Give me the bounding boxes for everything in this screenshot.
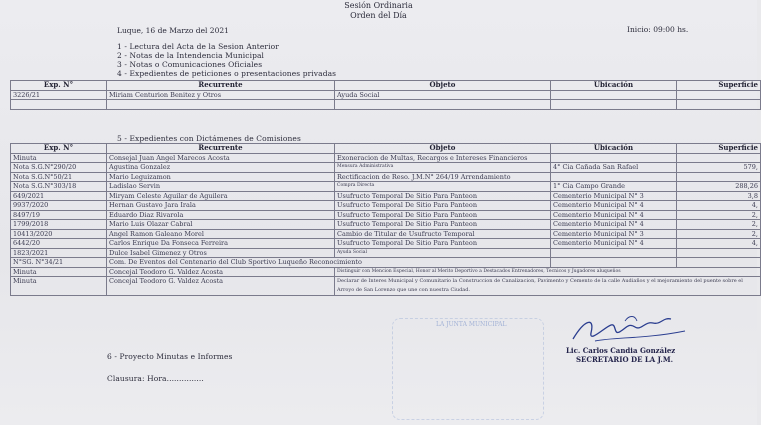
cell-ubicacion: 4° Cia Cañada San Rafael	[551, 163, 677, 173]
cell-objeto: Compra Directa	[335, 182, 551, 192]
table-row	[11, 239, 761, 249]
col-objeto: Objeto	[335, 144, 551, 154]
table-row	[11, 201, 761, 211]
cell-ubicacion: Cementerio Municipal N° 4	[551, 220, 677, 230]
cell-recurrente: Miryam Celeste Aguilar de Aguilera	[107, 191, 335, 201]
closing-time: Clausura: Hora...............	[107, 374, 204, 383]
start-time: Inicio: 09:00 hs.	[627, 25, 689, 34]
col-recurrente: Recurrente	[107, 144, 335, 154]
cell-objeto: Rectificacion de Reso. J.M.N° 264/19 Arrendamiento	[335, 172, 551, 182]
cell-superficie: 2,	[677, 229, 761, 239]
cell-recurrente: Consejal Juan Angel Marecos Acosta	[107, 153, 335, 163]
private-petitions-table	[10, 80, 761, 110]
cell-ubicacion	[551, 90, 677, 100]
cell-ubicacion: Cementerio Municipal N° 4	[551, 239, 677, 249]
cell-superficie	[677, 248, 761, 258]
cell-exp: 9937/2020	[11, 201, 107, 211]
cell-objeto: Ayuda Social	[335, 90, 551, 100]
cell-exp: 10413/2020	[11, 229, 107, 239]
col-ubicacion: Ubicación	[551, 144, 677, 154]
table-row	[11, 163, 761, 173]
table-row	[11, 172, 761, 182]
cell-recurrente: Angel Ramon Galeano Morel	[107, 229, 335, 239]
cell-ubicacion	[551, 153, 677, 163]
cell-objeto: Mensura Administrativa	[335, 163, 551, 173]
cell-exp: 1799/2018	[11, 220, 107, 230]
table-row	[11, 229, 761, 239]
cell-ubicacion: Cementerio Municipal N° 3	[551, 191, 677, 201]
date-line: Luque, 16 de Marzo del 2021	[117, 26, 229, 35]
handwritten-signature	[565, 313, 695, 349]
table-header-row	[11, 144, 761, 154]
stamp-text: LA JUNTA MUNICIPAL	[436, 321, 507, 328]
cell-exp: 6442/20	[11, 239, 107, 249]
cell-exp: Nota S.G.N°290/20	[11, 163, 107, 173]
col-exp: Exp. N°	[11, 144, 107, 154]
cell-recurrente: Carlos Enrique Da Fonseca Ferreira	[107, 239, 335, 249]
cell-exp: Nota S.G.N°50/21	[11, 172, 107, 182]
cell-exp: N°SG. N°34/21	[11, 258, 107, 268]
cell-superficie: 3,8	[677, 191, 761, 201]
agenda-item-6: 6 - Proyecto Minutas e Informes	[107, 352, 233, 361]
cell-recurrente: Mario Luis Olazar Cabral	[107, 220, 335, 230]
cell-recurrente: Hernan Gustavo Jara Irala	[107, 201, 335, 211]
cell-objeto: Usufructo Temporal De Sitio Para Panteon	[335, 201, 551, 211]
cell-exp: Minuta	[11, 277, 107, 296]
cell-exp: 8497/19	[11, 210, 107, 220]
cell-span-description: Com. De Eventos del Centenario del Club Sportivo Luqueño Reconocimiento	[107, 258, 551, 268]
agenda-title: Orden del Día	[350, 11, 407, 20]
cell-ubicacion: Cementerio Municipal N° 4	[551, 210, 677, 220]
cell-superficie	[677, 153, 761, 163]
cell-superficie: 4,	[677, 201, 761, 211]
cell-exp: 3226/21	[11, 90, 107, 100]
col-superficie: Superficie	[677, 144, 761, 154]
col-objeto: Objeto	[335, 81, 551, 91]
cell-exp: Minuta	[11, 267, 107, 277]
cell-superficie	[677, 90, 761, 100]
table-row	[11, 153, 761, 163]
signer-title: SECRETARIO DE LA J.M.	[576, 355, 674, 364]
cell-exp: 1823/2021	[11, 248, 107, 258]
cell-objeto: Usufructo Temporal De Sitio Para Panteon	[335, 210, 551, 220]
cell-objeto: Usufructo Temporal De Sitio Para Panteon	[335, 220, 551, 230]
table-row-minuta	[11, 277, 761, 296]
cell-superficie	[677, 172, 761, 182]
cell-exp: Minuta	[11, 153, 107, 163]
cell-recurrente: Concejal Teodoro G. Valdez Acosta	[107, 267, 335, 277]
cell-superficie: 4,	[677, 239, 761, 249]
cell-superficie: 288,26	[677, 182, 761, 192]
cell-objeto: Distinguir con Mencion Especial, Honor al Merito Deportivo a Destacados Entrenadores, Tecnicos y Jugadores aluqueños	[335, 267, 761, 277]
table-row-empty	[11, 100, 761, 110]
cell-objeto: Ayuda Social	[335, 248, 551, 258]
cell-superficie: 579,	[677, 163, 761, 173]
cell-ubicacion	[551, 248, 677, 258]
table-row-span	[11, 258, 761, 268]
commission-rulings-table	[10, 143, 761, 296]
cell-recurrente: Ladislao Servin	[107, 182, 335, 192]
cell-exp: 649/2021	[11, 191, 107, 201]
cell-ubicacion: 1° Cia Campo Grande	[551, 182, 677, 192]
cell-recurrente: Mario Leguizamon	[107, 172, 335, 182]
cell-objeto: Declarar de Interes Municipal y Comunitario la Construccion de Canalizacion, Pavimento y Cemento de la calle Audiaños y el mejoramiento del puente sobre el Arroyo de San Lorenzo que une con nuestra Ciudad.	[335, 277, 761, 296]
table-row	[11, 248, 761, 258]
cell-objeto: Usufructo Temporal De Sitio Para Panteon	[335, 191, 551, 201]
cell-superficie: 2,	[677, 210, 761, 220]
col-recurrente: Recurrente	[107, 81, 335, 91]
agenda-item-3: 3 - Notas o Comunicaciones Oficiales	[117, 60, 263, 69]
table-row	[11, 220, 761, 230]
agenda-item-1: 1 - Lectura del Acta de la Sesion Anterior	[117, 42, 279, 51]
col-superficie: Superficie	[677, 81, 761, 91]
cell-recurrente: Concejal Teodoro G. Valdez Acosta	[107, 277, 335, 296]
table-row	[11, 191, 761, 201]
agenda-item-2: 2 - Notas de la Intendencia Municipal	[117, 51, 265, 60]
agenda-item-5: 5 - Expedientes con Dictámenes de Comisiones	[117, 134, 301, 143]
cell-ubicacion: Cementerio Municipal N° 3	[551, 229, 677, 239]
cell-objeto: Usufructo Temporal De Sitio Para Panteon	[335, 239, 551, 249]
table-row	[11, 210, 761, 220]
official-stamp	[392, 318, 544, 420]
cell-objeto: Exoneracion de Multas, Recargos e Intereses Financieros	[335, 153, 551, 163]
table-row-minuta	[11, 267, 761, 277]
table-row	[11, 90, 761, 100]
agenda-item-4: 4 - Expedientes de peticiones o presentaciones privadas	[117, 69, 337, 78]
cell-recurrente: Miriam Centurion Benitez y Otros	[107, 90, 335, 100]
cell-ubicacion: Cementerio Municipal N° 4	[551, 201, 677, 211]
signer-name: Lic. Carlos Candia González	[566, 346, 676, 355]
cell-superficie: 2,	[677, 220, 761, 230]
session-type: Sesión Ordinaria	[344, 1, 413, 10]
col-ubicacion: Ubicación	[551, 81, 677, 91]
col-exp: Exp. N°	[11, 81, 107, 91]
cell-objeto: Cambio de Titular de Usufructo Temporal	[335, 229, 551, 239]
table-header-row	[11, 81, 761, 91]
cell-exp: Nota S.G.N°303/18	[11, 182, 107, 192]
table-row	[11, 182, 761, 192]
cell-recurrente: Agustina Gonzalez	[107, 163, 335, 173]
cell-recurrente: Dulce Isabel Gimenez y Otros	[107, 248, 335, 258]
cell-ubicacion	[551, 172, 677, 182]
cell-recurrente: Eduardo Diaz Rivarola	[107, 210, 335, 220]
